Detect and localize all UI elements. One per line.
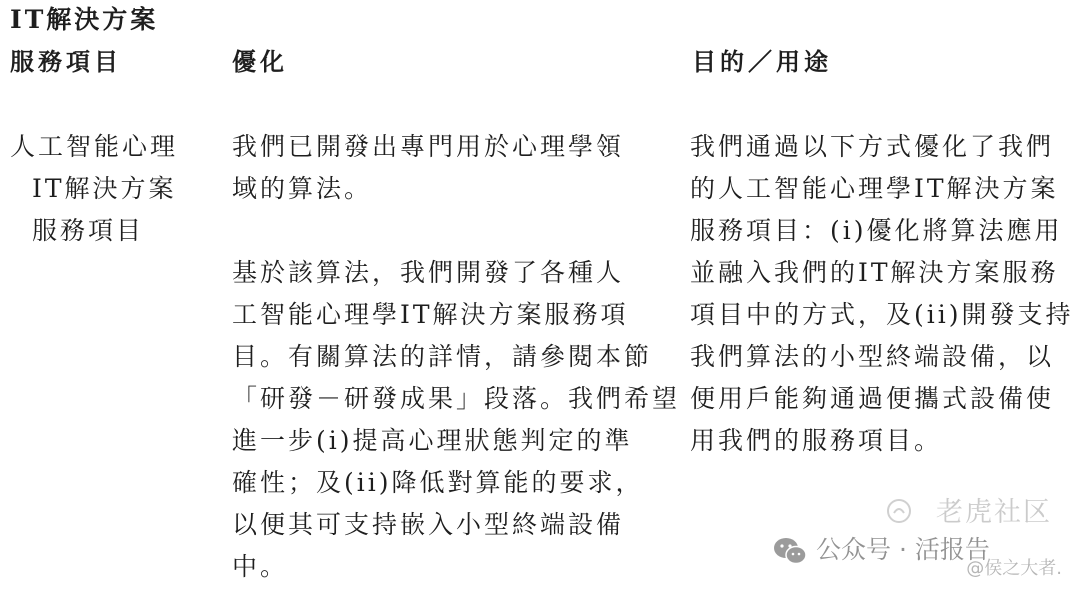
optimization-cell xyxy=(232,126,681,588)
optimization-line: 基於該算法，我們開發了各種人 xyxy=(232,258,625,287)
optimization-line: 目。有關算法的詳情，請參閱本節 xyxy=(232,342,653,371)
optimization-line: 以便其可支持嵌入小型終端設備 xyxy=(232,510,625,539)
purpose-line: 便用戶能夠通過便攜式設備使 xyxy=(690,384,1055,413)
purpose-line: 服務項目：(i)優化將算法應用 xyxy=(690,216,1063,245)
optimization-line: 「研發－研發成果」段落。我們希望 xyxy=(232,384,681,413)
purpose-line: 並融入我們的IT解決方案服務 xyxy=(690,258,1059,287)
optimization-line: 工智能心理學IT解決方案服務項 xyxy=(232,300,629,329)
header-purpose: 目的／用途 xyxy=(692,47,832,76)
optimization-line: 確性；及(ii)降低對算能的要求， xyxy=(232,468,644,497)
purpose-line: 用我們的服務項目。 xyxy=(690,426,943,455)
purpose-line: 我們算法的小型終端設備，以 xyxy=(690,342,1055,371)
purpose-line: 我們通過以下方式優化了我們 xyxy=(690,132,1055,161)
service-line: 人工智能心理 xyxy=(10,132,179,161)
section-title: IT解決方案 xyxy=(10,5,159,34)
purpose-cell xyxy=(690,126,1080,462)
purpose-line: 的人工智能心理學IT解決方案 xyxy=(690,174,1059,203)
watermark-account xyxy=(772,530,990,566)
watermark xyxy=(772,490,1062,580)
header-optimization: 優化 xyxy=(232,47,288,76)
service-line: 服務項目 xyxy=(32,216,145,245)
watermark-author-text: @侯之大者. xyxy=(966,558,1062,579)
optimization-line: 域的算法。 xyxy=(232,174,373,203)
watermark-community-text: 老虎社区 xyxy=(936,497,1052,528)
service-cell xyxy=(10,126,210,252)
optimization-line: 進一步(i)提高心理狀態判定的準 xyxy=(232,426,633,455)
service-line: IT解決方案 xyxy=(32,174,177,203)
optimization-line: 我們已開發出專門用於心理學領 xyxy=(232,132,625,161)
header-service: 服務項目 xyxy=(10,47,122,76)
optimization-line: 中。 xyxy=(232,552,289,581)
tiger-logo-icon xyxy=(886,498,912,524)
wechat-icon xyxy=(772,536,808,566)
purpose-line: 項目中的方式，及(ii)開發支持 xyxy=(690,300,1074,329)
paragraph-gap xyxy=(232,210,672,252)
watermark-account-text: 公众号 · 活报告 xyxy=(816,535,990,564)
